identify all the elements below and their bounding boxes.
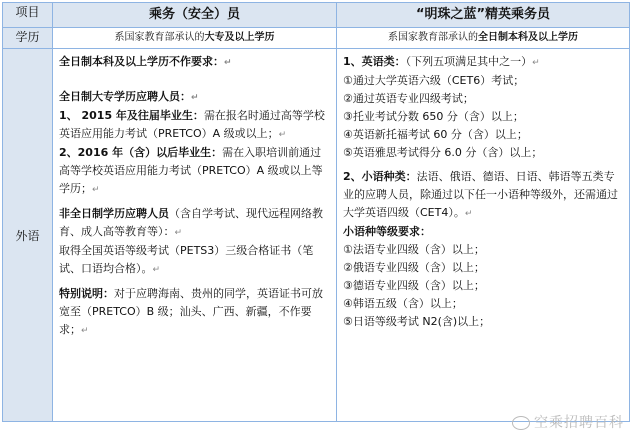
left-p4: 2、2016 年（含）以后毕业生：需在入职培训前通过高等学校英语应用能力考试（PRETCO）A 级或以上等学历；↵ — [59, 146, 323, 195]
right-m4: ④韩语五级（含）以上； — [343, 297, 463, 310]
right-m2: ②俄语专业四级（含）以上； — [343, 261, 485, 274]
right-t2: 2、小语种类：法语、俄语、德语、日语、韩语等五类专业的应聘人员，除通过以下任一小语种等级外，还需通过大学英语四级（CET4）。↵ — [343, 170, 618, 219]
right-e4: ④英语新托福考试 60 分（含）以上； — [343, 128, 528, 141]
right-e3: ③托业考试分数 650 分（含）以上； — [343, 110, 524, 123]
header-item: 项目 — [3, 3, 53, 28]
foreign-language-col2 — [337, 49, 630, 422]
header-col2: “明珠之蓝”精英乘务员 — [337, 3, 630, 28]
right-e5: ⑤英语雅思考试得分 6.0 分（含）以上； — [343, 146, 543, 159]
right-m1: ①法语专业四级（含）以上； — [343, 243, 485, 256]
right-e2: ②通过英语专业四级考试； — [343, 92, 474, 105]
left-p1: 全日制本科及以上学历不作要求：↵ — [59, 55, 232, 68]
left-p5: 非全日制学历应聘人员（含自学考试、现代远程网络教育、成人高等教育等）：↵ — [59, 207, 323, 238]
education-col1: 系国家教育部承认的大专及以上学历 — [53, 28, 337, 49]
foreign-language-row — [3, 49, 630, 422]
education-label: 学历 — [3, 28, 53, 49]
foreign-language-col1 — [53, 49, 337, 422]
education-row — [3, 28, 630, 49]
watermark-text: 空乘招聘百科 — [534, 415, 624, 431]
left-p6: 取得全国英语等级考试（PETS3）三级合格证书（笔试、口语均合格）。↵ — [59, 244, 314, 275]
left-p3: 1、 2015 年及往届毕业生：需在报名时通过高等学校英语应用能力考试（PRETCO）A 级或以上；↵ — [59, 109, 325, 140]
right-t1: 1、英语类：（下列五项满足其中之一）↵ — [343, 55, 540, 68]
requirements-table — [2, 2, 630, 422]
right-e1: ①通过大学英语六级（CET6）考试； — [343, 74, 525, 87]
education-col2: 系国家教育部承认的全日制本科及以上学历 — [337, 28, 630, 49]
header-col1: 乘务（安全）员 — [53, 3, 337, 28]
header-row — [3, 3, 630, 28]
left-p2: 全日制大专学历应聘人员：↵ — [59, 90, 199, 103]
foreign-language-label: 外语 — [3, 49, 53, 422]
watermark — [512, 412, 624, 432]
right-m3: ③德语专业四级（含）以上； — [343, 279, 485, 292]
left-p7: 特别说明：对于应聘海南、贵州的同学，英语证书可放宽至（PRETCO）B 级；汕头、广西、新疆，不作要求；↵ — [59, 287, 323, 336]
right-t3: 小语种等级要求： — [343, 225, 431, 238]
wechat-icon — [512, 416, 530, 430]
right-m5: ⑤日语等级考试 N2(含)以上； — [343, 315, 491, 328]
